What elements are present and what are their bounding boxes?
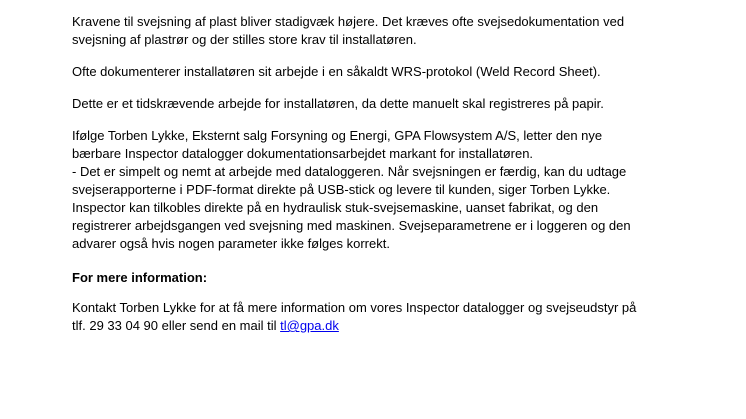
paragraph-welding-requirements (72, 13, 692, 49)
contact-paragraph (72, 299, 692, 335)
text-line: svejserapporterne i PDF-format direkte på USB-stick og levere til kunden, siger Torben Lykke. (72, 182, 611, 197)
text-line: svejsning af plastrør og der stilles store krav til installatøren. (72, 32, 417, 47)
text-line: registrerer arbejdsgangen ved svejsning med maskinen. Svejseparametrene er i loggeren og den (72, 218, 631, 233)
document-body (72, 13, 692, 335)
text-line: Ofte dokumenterer installatøren sit arbejde i en såkaldt WRS-protokol (Weld Record Sheet). (72, 64, 601, 79)
contact-line-prefix: tlf. 29 33 04 90 eller send en mail til (72, 318, 281, 333)
contact-line: Kontakt Torben Lykke for at få mere information om vores Inspector datalogger og svejseudstyr på (72, 300, 637, 315)
paragraph-time-consuming (72, 95, 692, 113)
text-line: Kravene til svejsning af plast bliver stadigvæk højere. Det kræves ofte svejsedokumentation ved (72, 14, 625, 29)
text-line: Dette er et tidskrævende arbejde for installatøren, da dette manuelt skal registreres på papir. (72, 96, 604, 111)
text-line: - Det er simpelt og nemt at arbejde med dataloggeren. Når svejsningen er færdig, kan du udtage (72, 164, 627, 179)
text-line: Ifølge Torben Lykke, Eksternt salg Forsyning og Energi, GPA Flowsystem A/S, letter den nye (72, 128, 603, 143)
paragraph-wrs-protocol (72, 63, 692, 81)
contact-line (72, 317, 692, 335)
text-line: advarer også hvis nogen parameter ikke følges korrekt. (72, 236, 390, 251)
text-line: bærbare Inspector datalogger dokumentationsarbejdet markant for installatøren. (72, 146, 534, 161)
email-link[interactable]: tl@gpa.dk (280, 318, 339, 333)
more-info-heading: For mere information: (72, 270, 208, 285)
text-line: Inspector kan tilkobles direkte på en hydraulisk stuk-svejsemaskine, uanset fabrikat, og den (72, 200, 599, 215)
paragraph-inspector-datalogger (72, 127, 692, 253)
